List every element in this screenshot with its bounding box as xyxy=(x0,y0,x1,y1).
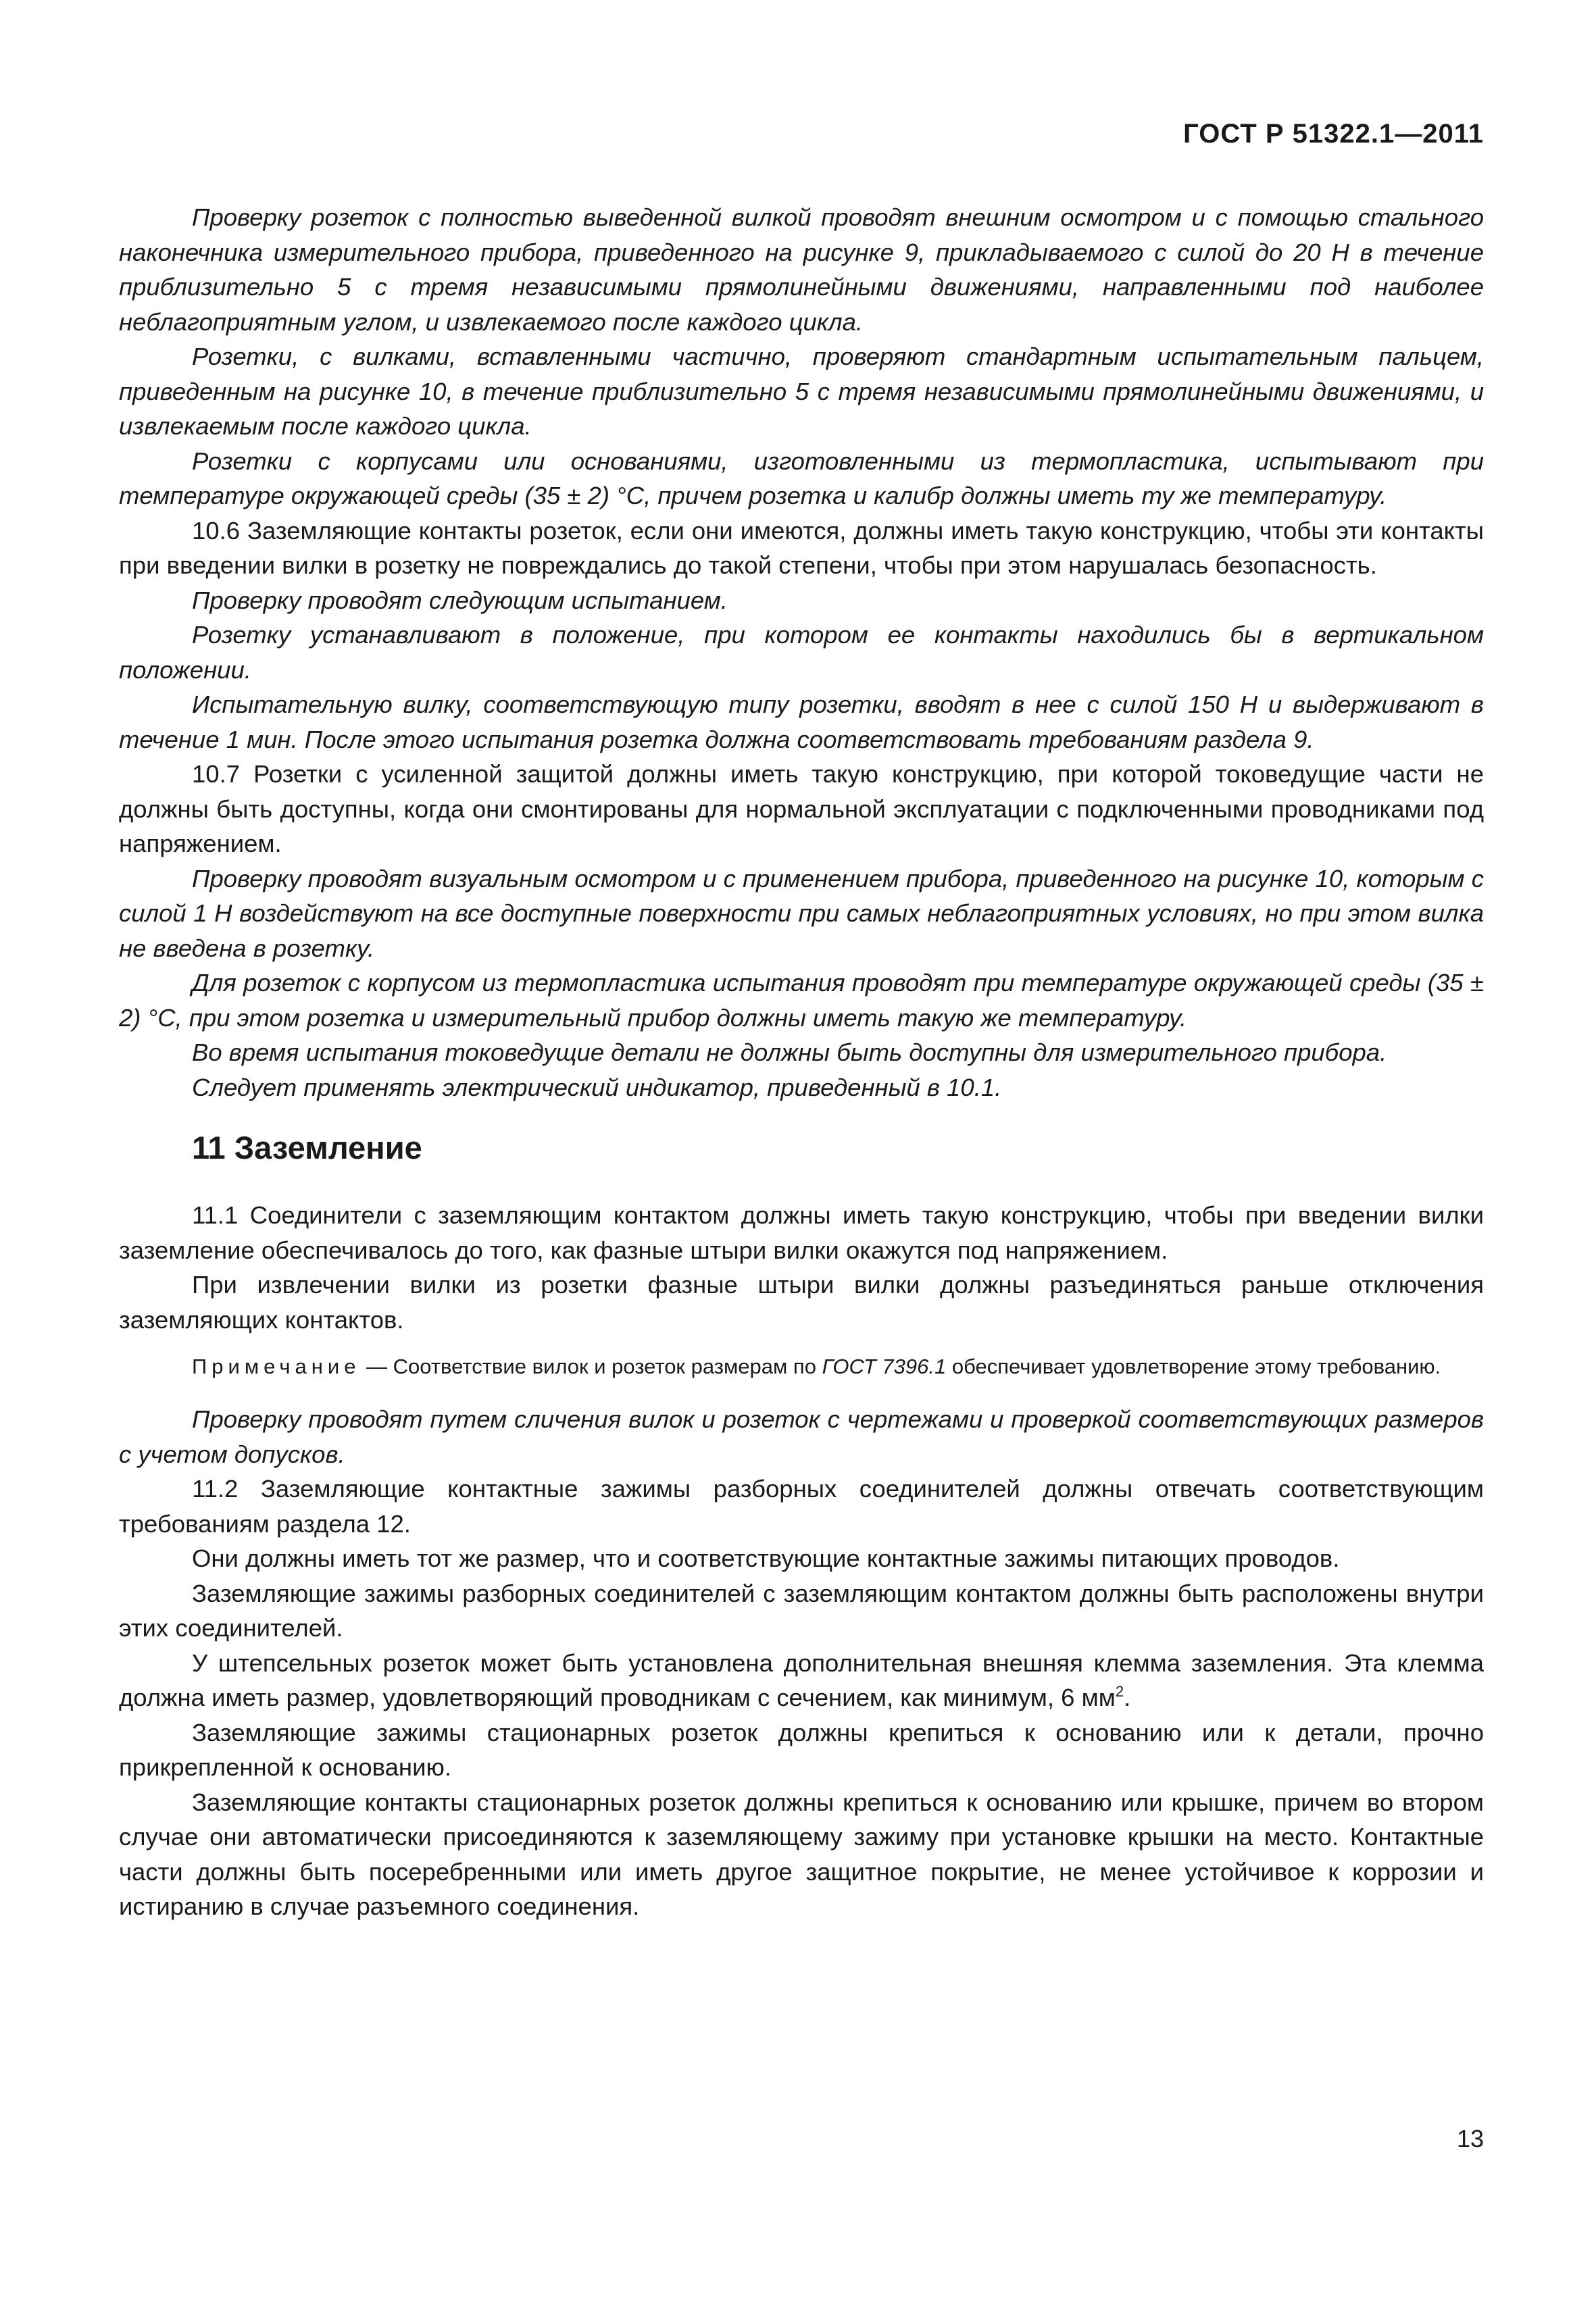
paragraph: Они должны иметь тот же размер, что и соответствующие контактные зажимы питающих проводов. xyxy=(192,1544,1340,1572)
paragraph: Проверку проводят визуальным осмотром и с применением прибора, приведенного на рисунке 10, которым с силой 1 Н воздействуют на все доступные поверхности при самых неблагоприятных условиях, но при этом вилка не введена в розетку. xyxy=(119,864,1484,962)
paragraph: Заземляющие контакты стационарных розеток должны крепиться к основанию или крышке, причем во втором случае они автоматически присоединяются к заземляющему зажиму при установке крышки на место. Контактные части должны быть посеребренными или иметь другое защитное покрытие, не менее устойчивое к коррозии и истиранию в случае разъемного соединения. xyxy=(119,1788,1484,1920)
paragraph: 11.1 Соединители с заземляющим контактом должны иметь такую конструкцию, чтобы при введении вилки заземление обеспечивалось до того, как фазные штыри вилки окажутся под напряжением. xyxy=(119,1201,1484,1264)
paragraph: 11.2 Заземляющие контактные зажимы разборных соединителей должны отвечать соответствующим требованиям раздела 12. xyxy=(119,1475,1484,1538)
paragraph: Проверку проводят путем сличения вилок и розеток с чертежами и проверкой соответствующих размеров с учетом допусков. xyxy=(119,1405,1484,1468)
paragraph: 10.6 Заземляющие контакты розеток, если они имеются, должны иметь такую конструкцию, чтобы эти контакты при введении вилки в розетку не повреждались до такой степени, чтобы при этом нарушалась безопасность. xyxy=(119,516,1484,579)
terminal-superscript: 2 xyxy=(1115,1683,1124,1700)
note-reference: ГОСТ 7396.1 xyxy=(822,1355,947,1378)
note-text-before: — Соответствие вилок и розеток размерам по xyxy=(360,1355,822,1378)
terminal-tail: . xyxy=(1124,1684,1131,1711)
paragraph: Розетки, с вилками, вставленными частично, проверяют стандартным испытательным пальцем, приведенным на рисунке 10, в течение приблизительно 5 с тремя независимыми прямолинейными движениями, и извлекаемым после каждого цикла. xyxy=(119,343,1484,440)
note-paragraph xyxy=(119,1352,1484,1382)
page-number: 13 xyxy=(1456,2125,1484,2153)
paragraph: При извлечении вилки из розетки фазные штыри вилки должны разъединяться раньше отключения заземляющих контактов. xyxy=(119,1271,1484,1334)
paragraph: Заземляющие зажимы разборных соединителей с заземляющим контактом должны быть расположены внутри этих соединителей. xyxy=(119,1579,1484,1642)
document-page xyxy=(119,0,1484,2314)
paragraph: Следует применять электрический индикатор, приведенный в 10.1. xyxy=(192,1073,1002,1101)
paragraph: Розетку устанавливают в положение, при котором ее контакты находились бы в вертикальном положении. xyxy=(119,621,1484,684)
note-text-after: обеспечивает удовлетворение этому требованию. xyxy=(946,1355,1441,1378)
paragraph: Проверку проводят следующим испытанием. xyxy=(192,586,728,614)
document-body xyxy=(119,200,1484,1924)
paragraph: 10.7 Розетки с усиленной защитой должны иметь такую конструкцию, при которой токоведущие части не должны быть доступны, когда они смонтированы для нормальной эксплуатации с подключенными проводниками под напряжением. xyxy=(119,760,1484,857)
terminal-text: У штепсельных розеток может быть установлена дополнительная внешняя клемма заземления. Эта клемма должна иметь размер, удовлетворяющий проводникам с сечением, как минимум, 6 мм xyxy=(119,1649,1484,1711)
section-heading: 11 Заземление xyxy=(192,1130,422,1165)
paragraphs-after xyxy=(119,1402,1484,1646)
paragraph: Заземляющие зажимы стационарных розеток должны крепиться к основанию или к детали, прочно прикрепленной к основанию. xyxy=(119,1718,1484,1781)
section-intro-paragraphs xyxy=(119,1198,1484,1337)
paragraph: Розетки с корпусами или основаниями, изготовленными из термопластика, испытывают при температуре окружающей среды (35 ± 2) °С, причем розетка и калибр должны иметь ту же температуру. xyxy=(119,447,1484,509)
paragraph: Испытательную вилку, соответствующую типу розетки, вводят в нее с силой 150 Н и выдерживают в течение 1 мин. После этого испытания розетка должна соответствовать требованиям раздела 9. xyxy=(119,690,1484,753)
note-label: Примечание xyxy=(192,1355,361,1378)
terminal-paragraph xyxy=(119,1646,1484,1715)
paragraph: Проверку розеток с полностью выведенной вилкой проводят внешним осмотром и с помощью стального наконечника измерительного прибора, приведенного на рисунке 9, прикладываемого с силой до 20 Н в течение приблизительно 5 с тремя независимыми прямолинейными движениями, направленными под наиболее неблагоприятным углом, и извлекаемого после каждого цикла. xyxy=(119,203,1484,336)
paragraph: Во время испытания токоведущие детали не должны быть доступны для измерительного прибора. xyxy=(192,1038,1387,1066)
standard-designation: ГОСТ Р 51322.1—2011 xyxy=(1183,119,1484,149)
paragraphs-end xyxy=(119,1715,1484,1924)
paragraphs-before xyxy=(119,200,1484,1105)
paragraph: Для розеток с корпусом из термопластика испытания проводят при температуре окружающей среды (35 ± 2) °С, при этом розетка и измерительный прибор должны иметь такую же температуру. xyxy=(119,969,1484,1032)
